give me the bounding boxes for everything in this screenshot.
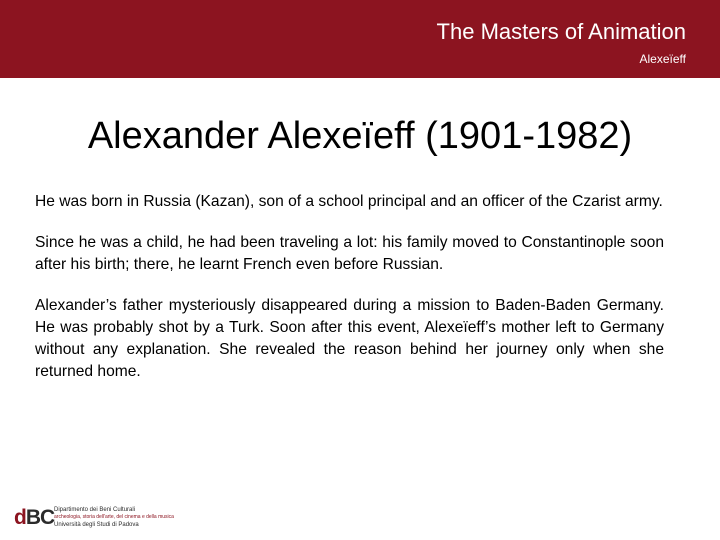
logo-text [54, 506, 174, 529]
presentation-title: The Masters of Animation [436, 19, 686, 44]
university-logo [14, 504, 174, 532]
paragraph-father: Alexander’s father mysteriously disappeared during a mission to Baden-Baden Germany. He was probably shot by a Turk. Soon after this event, Alexeïeff’s mother left to Germany without any explanation. She revealed the reason behind her journey only when she returned home. [35, 297, 664, 380]
header-banner [0, 0, 720, 78]
paragraph-birth: He was born in Russia (Kazan), son of a school principal and an officer of the Czarist army. [35, 193, 663, 210]
slide-body [35, 191, 664, 402]
logo-university: Università degli Studi di Padova [54, 522, 139, 528]
paragraph-childhood: Since he was a child, he had been traveling a lot: his family moved to Constantinople soon after his birth; there, he learnt French even before Russian. [35, 234, 664, 273]
slide-title: Alexander Alexeïeff (1901-1982) [87, 115, 633, 157]
logo-department: Dipartimento dei Beni Culturali [54, 507, 136, 513]
logo-mark [14, 506, 54, 530]
section-subtitle: Alexeïeff [639, 52, 686, 66]
logo-mark-bc: BC [25, 506, 55, 529]
logo-tagline: archeologia, storia dell'arte, del cinema e della musica [54, 514, 174, 520]
logo-mark-d: d [14, 506, 26, 529]
